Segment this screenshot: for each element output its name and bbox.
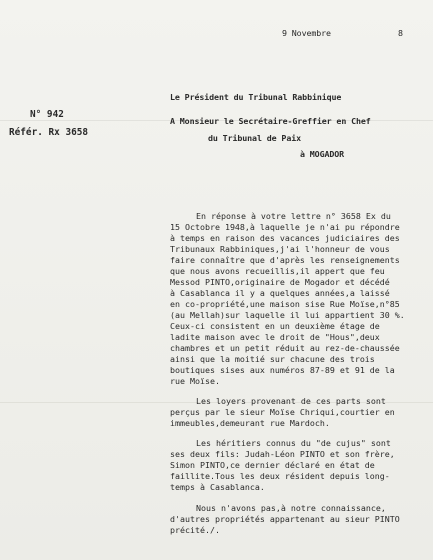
document-page: 9 Novembre 8 Le Président du Tribunal Rabbinique N° 942 Référ. Rx 3658 A Monsieur le Secrétaire-Greffier en Chef du Tribunal de Paix à MOGADOR En réponse à votre lettre n° 3658 Ex du 15 Octobre 1948,à laquelle je n'ai pu répondre à temps en raison des vacances judiciaires des Tribunaux Rabbiniques,j'ai l'honneur de vous faire connaître que d'après les renseignements que nous avons recueillis,il appert que feu Messod PINTO,originaire de Mogador et décédé à Casablanca il y a quelques années,a laissé en co-propriété,une maison sise Rue Moïse,n°85 (au Mellah)sur laquelle il lui appartient 30 %. Ceux-ci consistent en un deuxième étage de ladite maison avec le droit de "Hous",deux chambres et un petit réduit au rez-de-chaussée ainsi que la moitié sur chacune des trois boutiques sises aux numéros 87-89 et 91 de la rue Moïse. Les loyers provenant de ces parts sont perçus par le sieur Moïse Chriqui,courtier en immeubles,demeurant rue Mardoch. Les héritiers connus du "de cujus" sont ses deux fils: Judah-Léon PINTO et son frère, Simon PINTO,ce dernier déclaré en état de faillite.Tous les deux résident depuis long- temps à Casablanca. Nous n'avons pas,à notre connaissance, d'autres propriétés appartenant au sieur PINTO précité./.: [0, 0, 433, 560]
recipient-line-2: du Tribunal de Paix: [208, 133, 302, 143]
page-number: 8: [398, 28, 403, 38]
recipient-line-1: A Monsieur le Secrétaire-Greffier en Chef: [170, 116, 371, 126]
header-date: 9 Novembre: [282, 28, 331, 38]
recipient-line-3: à MOGADOR: [300, 149, 345, 159]
reference-number: N° 942: [30, 109, 64, 120]
sender-line: Le Président du Tribunal Rabbinique: [170, 92, 342, 102]
reference-refer: Référ. Rx 3658: [9, 127, 89, 138]
